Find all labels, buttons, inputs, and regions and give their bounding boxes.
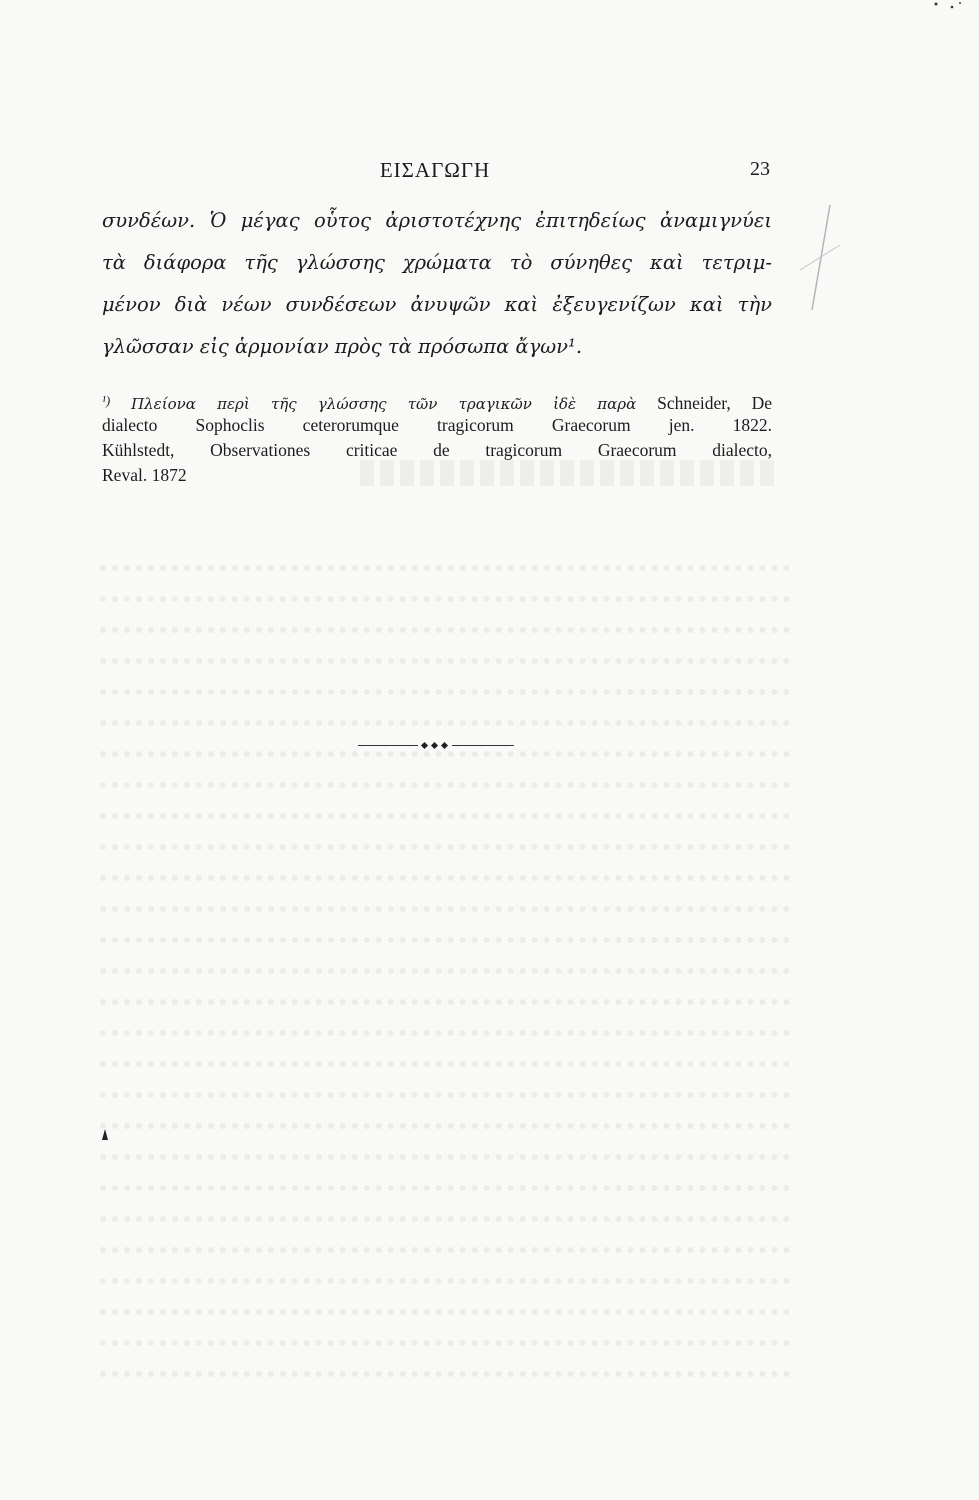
- page-number: 23: [750, 158, 770, 180]
- ink-dot: [100, 1128, 110, 1142]
- footnote-line: [102, 388, 772, 413]
- text-line: γλῶσσαν εἰς ἁρμονίαν πρὸς τὰ πρόσωπα ἄγων¹.: [102, 335, 583, 358]
- main-paragraph: [102, 200, 772, 368]
- footnote-greek-intro: Πλείονα περὶ τῆς γλώσσης τῶν τραγικῶν ἰδὲ παρὰ: [131, 395, 637, 413]
- page-title: ΕΙΣΑΓΩΓΗ: [379, 158, 491, 182]
- footnote-line: Reval. 1872: [102, 465, 187, 485]
- text-line: τὰ διάφορα τῆς γλώσσης χρώματα τὸ σύνηθες καὶ τετριμ-: [102, 251, 772, 274]
- text-line: μένον διὰ νέων συνδέσεων ἀνυψῶν καὶ ἐξευγενίζων καὶ τὴν: [102, 293, 772, 316]
- footnote-line: Kühlstedt, Observationes criticae de tragicorum Graecorum dialecto,: [102, 440, 772, 460]
- running-header: [100, 158, 770, 188]
- footnote-line: dialecto Sophoclis ceterorumque tragicorum Graecorum jen. 1822.: [102, 415, 772, 435]
- footnote-citation-start: Schneider, De: [657, 393, 773, 413]
- pencil-mark: [790, 200, 850, 320]
- footnote: [102, 388, 772, 488]
- section-separator-ornament: [358, 744, 514, 748]
- scan-speck: [930, 0, 970, 20]
- text-line: συνδέων. Ὁ μέγας οὗτος ἀριστοτέχνης ἐπιτηδείως ἀναμιγνύει: [102, 209, 772, 232]
- bleed-through-text: [100, 540, 790, 1380]
- footnote-marker: ¹): [102, 393, 111, 408]
